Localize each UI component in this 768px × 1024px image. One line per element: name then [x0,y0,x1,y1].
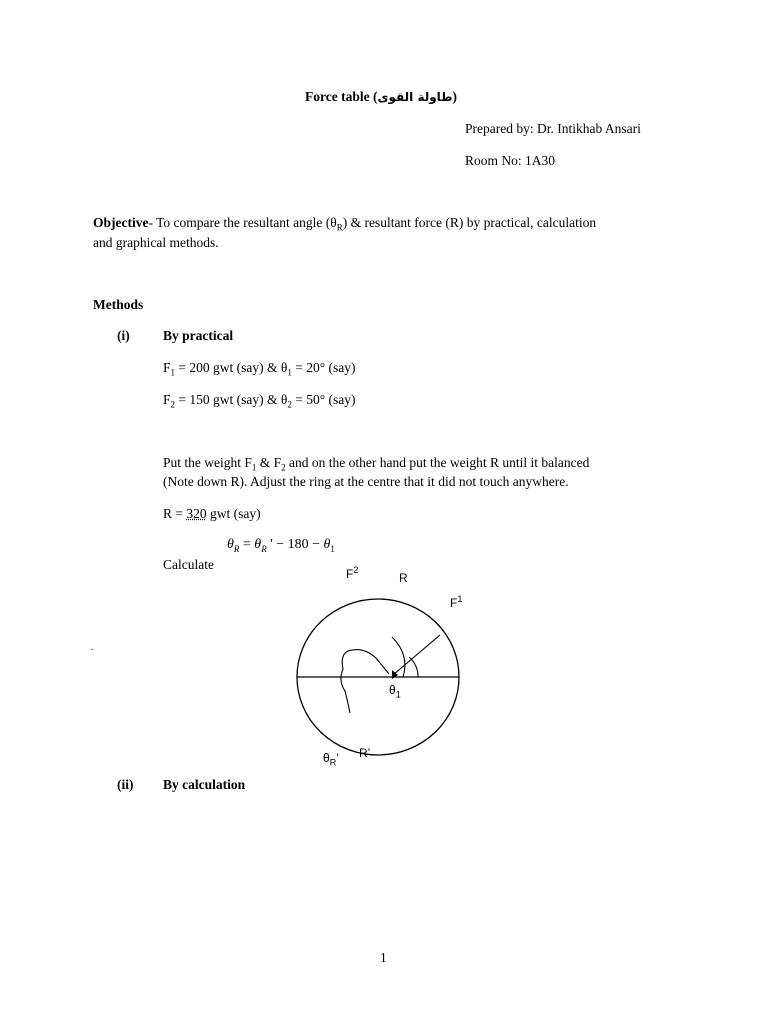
equation: $\theta_R = \theta_R$ ' − $180 - \theta_1$ [227,537,335,554]
instruction-line-1: Put the weight $F_1$ & $F_2$ and on the other hand put the weight R until it balanced [163,455,590,473]
r-value: 320 [186,506,207,521]
room-number: Room No: 1A30 [465,153,556,168]
calculate-label: Calculate [163,557,214,572]
instruction-line-2: (Note down R). Adjust the ring at the centre that it did not touch anywhere. [163,474,569,489]
label-f1: $F^1$ [450,594,463,610]
label-f2: $F^2$ [346,565,359,581]
calculation-number: (ii) [117,777,134,792]
label-r-prime: R’ [359,746,371,760]
force-table-diagram [288,595,468,760]
methods-heading: Methods [93,297,144,312]
practical-title: By practical [163,328,234,343]
page-title: Force table (طاولة القوى) [305,89,457,104]
label-thetaR-prime: $\theta_R$’ [323,751,339,768]
calculation-title: By calculation [163,777,246,792]
f2-line: $F_2 = 150$ gwt (say) & $\theta_2 = 50^\circ$ (say) [163,392,356,410]
stray-mark: . [91,642,94,652]
objective-line-1: Objective- To compare the resultant angle $(\theta_R)$ & resultant force (R) by practical, calculation [93,215,597,233]
page-number: 1 [380,950,387,965]
label-r: R [399,571,408,585]
f1-line: $F_1 = 200$ gwt (say) & $\theta_1 = 20^\circ$ (say) [163,360,356,378]
objective-line-2: and graphical methods. [93,235,219,250]
label-theta1: $\theta_1$ [389,683,401,700]
title-arabic: طاولة القوى [377,90,453,104]
thetaR-prime-curve [341,650,389,713]
prepared-by: Prepared by: Dr. Intikhab Ansari [465,121,641,136]
objective-label: Objective [93,215,149,230]
r-value-line: R = 320 gwt (say) [163,506,261,521]
practical-number: (i) [117,328,130,343]
